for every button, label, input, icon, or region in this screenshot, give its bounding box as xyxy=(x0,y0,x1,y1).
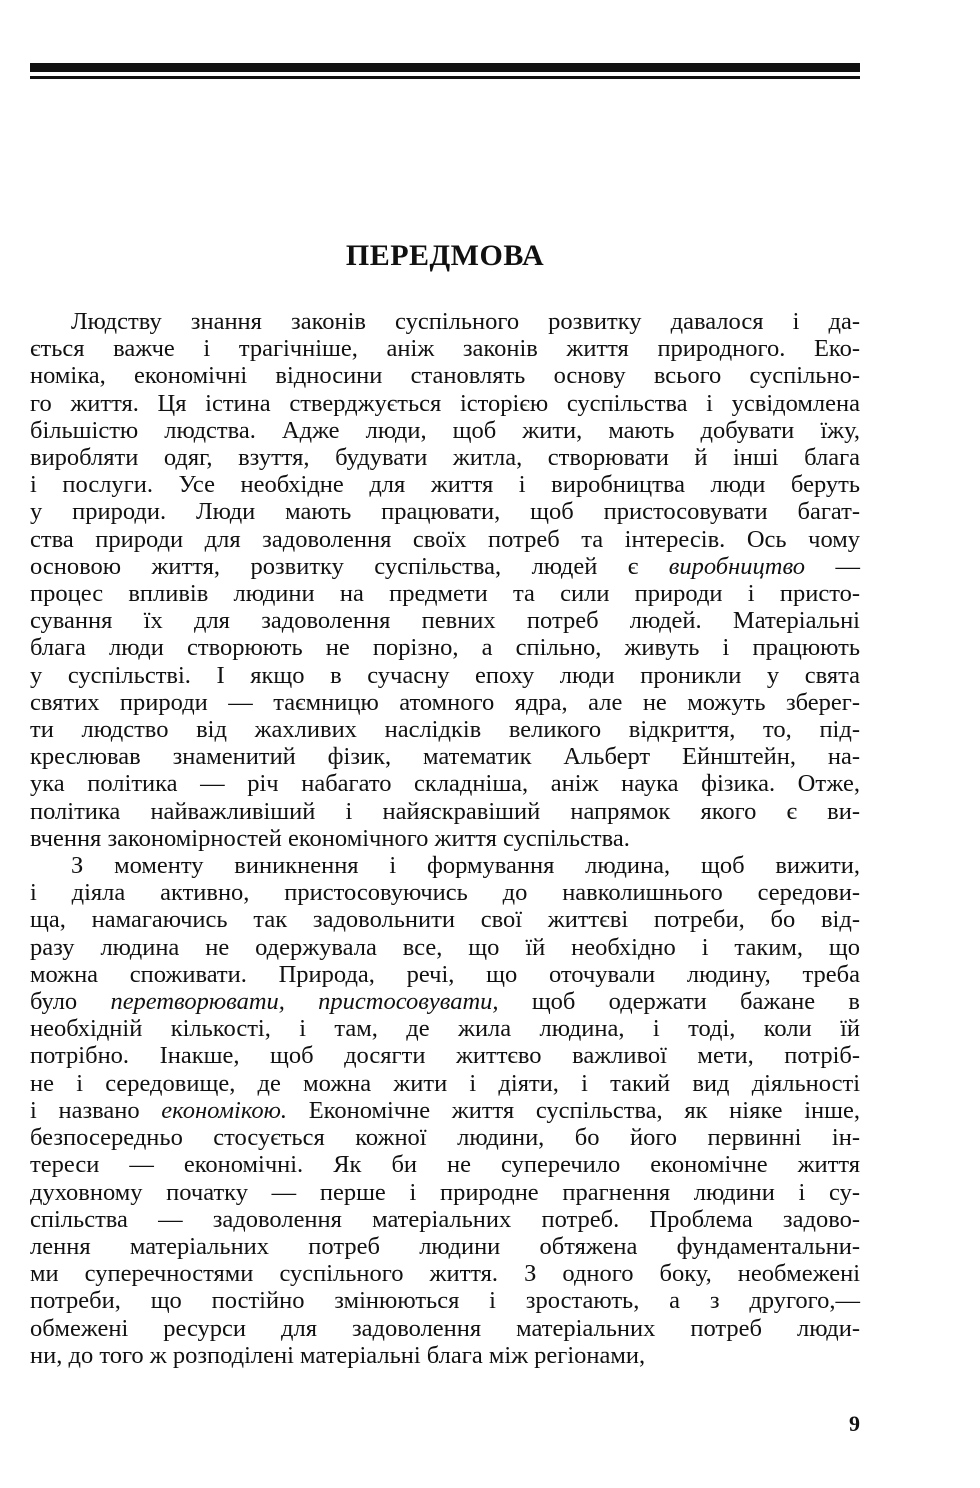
text-line: ства природи для задоволення своїх потреб та інтересів. Ось чому xyxy=(30,525,860,553)
text-line: необхідній кількості, і там, де жила людина, і тоді, коли їй xyxy=(30,1015,860,1043)
emphasized-term: економікою. xyxy=(161,1096,288,1124)
page-number: 9 xyxy=(849,1411,860,1436)
text-line: ти людство від жахливих наслідків великого відкриття, то, під- xyxy=(30,716,860,744)
text-line: процес впливів людини на предмети та сили природи і присто- xyxy=(30,580,860,608)
text-line: можна споживати. Природа, речі, що оточували людину, треба xyxy=(30,960,860,988)
text-line: разу людина не одержувала все, що їй необхідно і таким, що xyxy=(30,933,860,961)
text-line: ща, намагаючись так задовольнити свої життєві потреби, бо від- xyxy=(30,906,860,934)
text-line: потреби, що постійно змінюються і зростають, а з другого,— xyxy=(30,1287,860,1315)
text-line: З моменту виникнення і формування людина, щоб вижити, xyxy=(71,852,860,880)
text-line: лення матеріальних потреб людини обтяжена фундаментальни- xyxy=(30,1232,860,1260)
text-line: і послуги. Усе необхідне для життя і виробництва люди беруть xyxy=(30,471,860,499)
text-line xyxy=(30,988,860,1015)
text-line: безпосередньо стосується кожної людини, бо його первинні ін- xyxy=(30,1124,860,1152)
text-segment: основою життя, розвитку суспільства, людей є xyxy=(30,552,669,580)
text-line: не і середовище, де можна жити і діяти, і такий вид діяльності xyxy=(30,1069,860,1097)
paragraph-1 xyxy=(30,308,860,852)
text-line: номіка, економічні відносини становлять основу всього суспільно- xyxy=(30,362,860,390)
text-line: у природи. Люди мають працювати, щоб пристосовувати багат- xyxy=(30,498,860,526)
text-line: більшістю людства. Адже люди, щоб жити, мають добувати їжу, xyxy=(30,416,860,444)
text-line: у суспільстві. І якщо в сучасну епоху люди проникли у свята xyxy=(30,661,860,689)
text-segment: — xyxy=(805,552,861,580)
paragraph-2 xyxy=(30,852,860,1369)
text-line xyxy=(30,1097,860,1124)
text-line: вчення закономірностей економічного життя суспільства. xyxy=(30,824,630,852)
text-line xyxy=(30,553,860,580)
text-line: святих природи — таємницю атомного ядра, але не можуть зберег- xyxy=(30,688,860,716)
text-line: Людству знання законів суспільного розвитку давалося і да- xyxy=(71,308,860,335)
text-line: сування їх для задоволення певних потреб людей. Матеріальні xyxy=(30,607,860,635)
header-rule-thick xyxy=(30,63,860,72)
text-line: блага люди створюють не порізно, а спільно, живуть і працюють xyxy=(30,634,860,662)
header-rule-thin xyxy=(30,76,860,79)
text-line: духовному початку — перше і природне прагнення людини і су- xyxy=(30,1178,860,1206)
text-line: тереси — економічні. Як би не суперечило економічне життя xyxy=(30,1151,860,1179)
emphasized-term: виробництво xyxy=(668,552,806,580)
page-title: ПЕРЕДМОВА xyxy=(345,239,545,272)
text-line: політика найважливіший і найяскравіший напрямок якого є ви- xyxy=(30,797,860,825)
text-line: виробляти одяг, взуття, будувати житла, створювати й інші блага xyxy=(30,444,860,472)
text-segment: щоб одержати бажане в xyxy=(498,988,860,1016)
text-line: ми суперечностями суспільного життя. З одного боку, необмежені xyxy=(30,1260,860,1288)
text-line: спільства — задоволення матеріальних потреб. Проблема задово- xyxy=(30,1205,860,1233)
text-line: ється важче і трагічніше, аніж законів життя природного. Еко- xyxy=(30,335,860,363)
emphasized-term: перетворювати, пристосовувати, xyxy=(110,988,499,1016)
text-line: го життя. Ця істина стверджується історією суспільства і усвідомлена xyxy=(30,389,860,417)
text-line: ни, до того ж розподілені матеріальні блага між регіонами, xyxy=(30,1341,646,1369)
text-line: і діяла активно, пристосовуючись до навколишнього середови- xyxy=(30,879,860,907)
text-line: обмежені ресурси для задоволення матеріальних потреб люди- xyxy=(30,1314,860,1342)
text-line: креслював знаменитий фізик, математик Альберт Ейнштейн, на- xyxy=(30,743,860,771)
text-segment: було xyxy=(30,988,111,1016)
body-text xyxy=(30,308,860,1369)
text-line: ука політика — річ набагато складніша, аніж наука фізика. Отже, xyxy=(30,770,860,798)
text-segment: Економічне життя суспільства, як ніяке інше, xyxy=(287,1096,860,1124)
text-line: потрібно. Інакше, щоб досягти життєво важливої мети, потріб- xyxy=(30,1042,860,1070)
text-segment: і названо xyxy=(30,1096,162,1124)
